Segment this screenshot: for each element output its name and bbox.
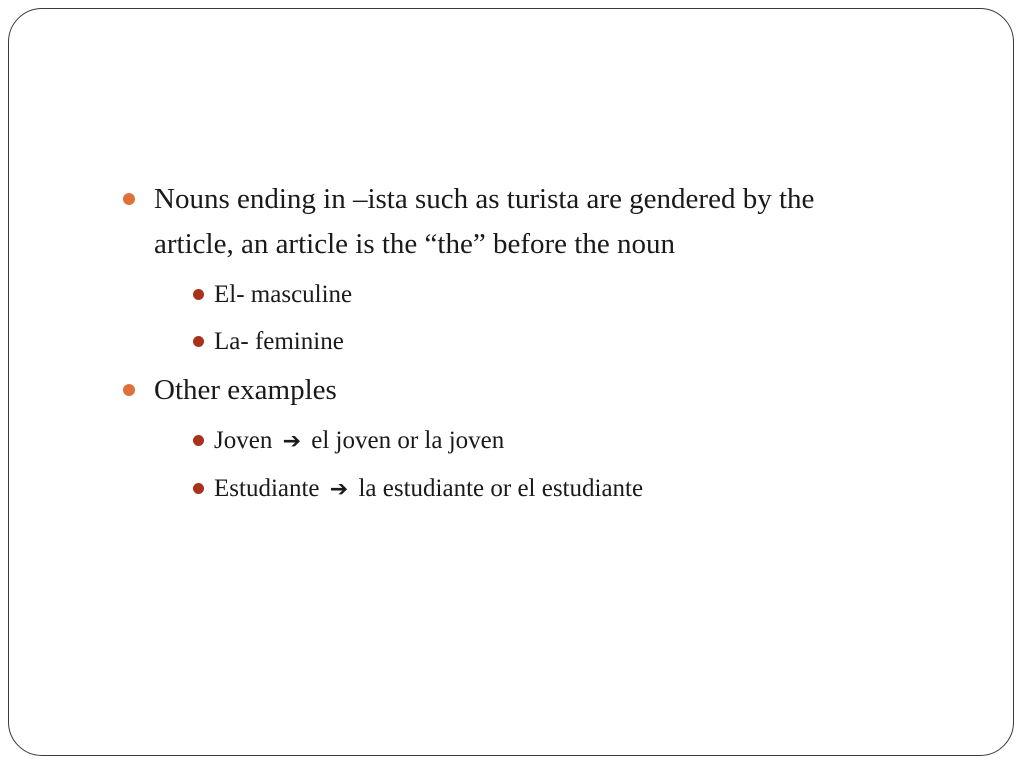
example-translation: la estudiante or el estudiante — [358, 475, 644, 502]
bullet-text: Other examples — [154, 374, 337, 406]
sub-bullet-item — [154, 417, 923, 465]
slide-content — [123, 177, 923, 515]
sub-bullet-item — [154, 271, 923, 318]
example-word: Estudiante — [214, 475, 320, 502]
right-arrow-icon: ➔ — [329, 477, 349, 502]
sub-bullet-dot-icon — [193, 289, 204, 300]
right-arrow-icon: ➔ — [282, 429, 302, 454]
sub-bullet-dot-icon — [193, 435, 204, 446]
example-word: Joven — [214, 427, 273, 454]
bullet-item-ista-nouns — [123, 177, 923, 365]
slide-frame — [8, 8, 1014, 756]
bullet-text-line2: article, an article is the “the” before the noun — [154, 228, 675, 260]
sub-bullet-text: El- masculine — [214, 281, 353, 308]
bullet-dot-icon — [123, 384, 135, 396]
sub-bullet-dot-icon — [193, 483, 204, 494]
sub-bullet-list — [154, 417, 923, 513]
bullet-dot-icon — [123, 193, 135, 205]
sub-bullet-item — [154, 465, 923, 513]
example-translation: el joven or la joven — [311, 427, 505, 454]
bullet-item-other-examples — [123, 368, 923, 513]
sub-bullet-list — [154, 271, 923, 365]
sub-bullet-text: La- feminine — [214, 328, 344, 355]
sub-bullet-item — [154, 318, 923, 365]
bullet-list — [123, 177, 923, 513]
sub-bullet-dot-icon — [193, 336, 204, 347]
bullet-text-line1: Nouns ending in –ista such as turista are gendered by the — [154, 183, 815, 215]
